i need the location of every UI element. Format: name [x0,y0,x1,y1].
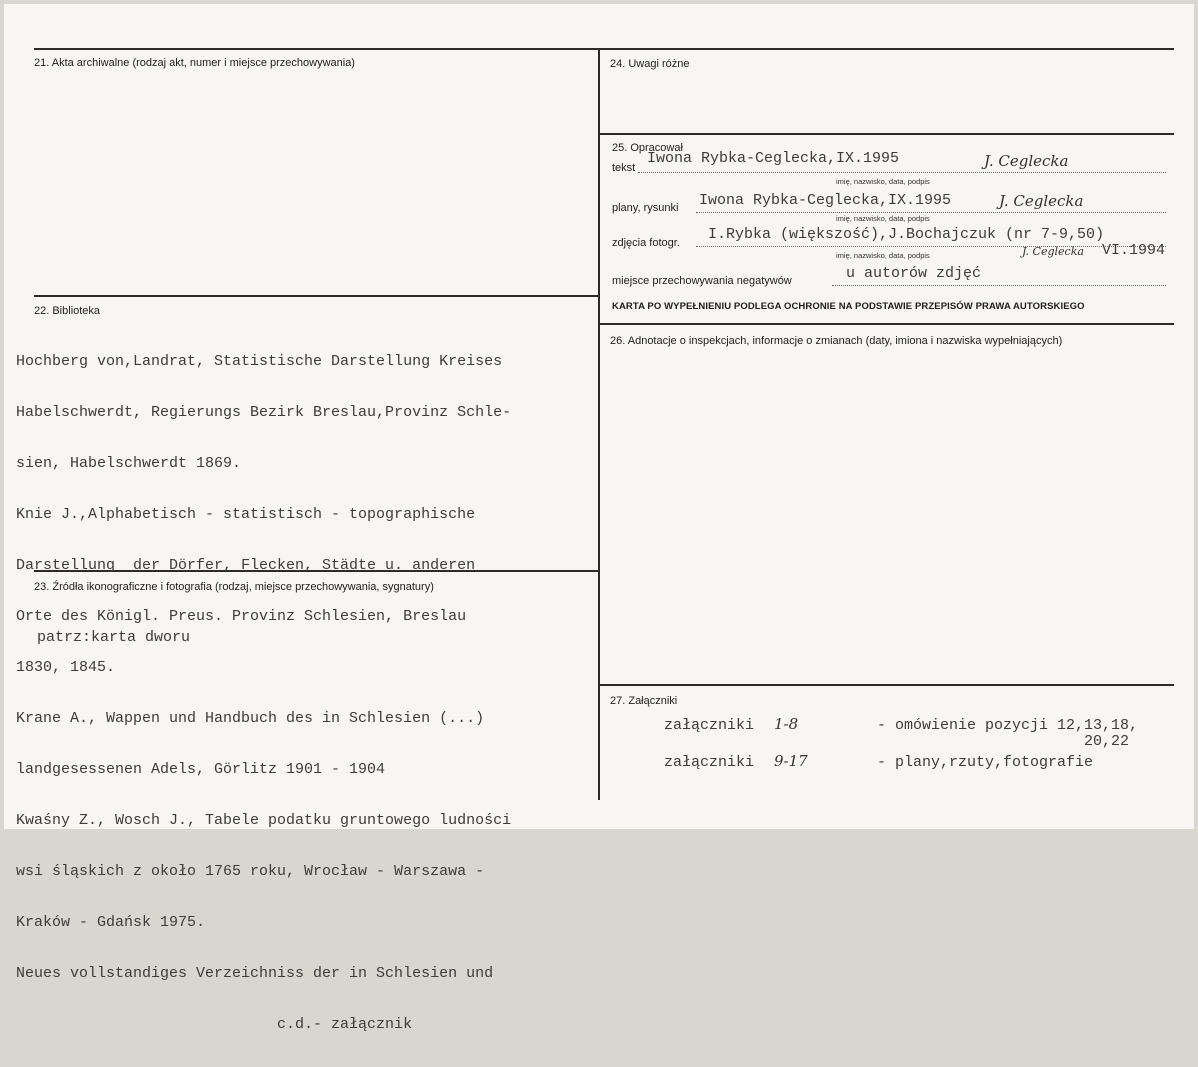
plany-label: plany, rysunki [612,202,679,214]
tekst-signature: J. Ceglecka [984,152,1069,170]
zdjecia-dotted-line [696,246,1166,247]
bibliography-line: Hochberg von,Landrat, Statistische Darstellung Kreises [16,353,503,370]
miejsce-value: u autorów zdjęć [846,265,982,282]
bibliography-line: wsi śląskich z około 1765 roku, Wrocław - Warszawa - [16,863,485,880]
section-22-label: 22. Biblioteka [34,305,101,317]
attachment-row-2-desc: - plany,rzuty,fotografie [877,754,1094,771]
bibliography-line: 1830, 1845. [16,659,116,676]
attachment-row-2-left: załączniki [664,754,755,771]
attachment-row-1-left: załączniki [664,717,755,734]
attachment-row-1-range: 1-8 [774,715,799,733]
tekst-value: Iwona Rybka-Ceglecka,IX.1995 [647,150,900,167]
bibliography-line: landgesessenen Adels, Görlitz 1901 - 1904 [16,761,386,778]
bibliography-line: sien, Habelschwerdt 1869. [16,455,242,472]
tekst-caption: imię, nazwisko, data, podpis [836,177,930,186]
bibliography-line: Knie J.,Alphabetisch - statistisch - topographische [16,506,476,523]
attachment-row-1-desc: - omówienie pozycji 12,13,18, [877,717,1139,734]
center-divider [598,48,600,800]
bibliography-line: c.d.- załącznik [16,1016,413,1033]
bibliography-line: Kwaśny Z., Wosch J., Tabele podatku gruntowego ludności [16,812,512,829]
divider-24-25 [600,133,1174,135]
plany-value: Iwona Rybka-Ceglecka,IX.1995 [699,192,952,209]
top-border [34,48,1174,50]
plany-caption: imię, nazwisko, data, podpis [836,214,930,223]
miejsce-dotted-line [832,285,1166,286]
bibliography-line: Orte des Königl. Preus. Provinz Schlesien, Breslau [16,608,467,625]
bibliography-line: Darstellung der Dörfer, Flecken, Städte u. anderen [16,557,476,574]
divider-21-22 [34,295,598,297]
miejsce-label: miejsce przechowywania negatywów [612,275,792,287]
plany-dotted-line [696,212,1166,213]
plany-signature: J. Ceglecka [999,192,1084,210]
attachment-row-1-desc-cont: 20,22 [1084,733,1130,750]
bibliography-line: Habelschwerdt, Regierungs Bezirk Breslau,Provinz Schle- [16,404,512,421]
bibliography-line: Neues vollstandiges Verzeichniss der in Schlesien und [16,965,494,982]
divider-26-27 [600,684,1174,686]
section-27-label: 27. Załączniki [610,695,678,707]
tekst-dotted-line [638,172,1166,173]
divider-25-26 [600,323,1174,325]
iconography-value: patrz:karta dworu [37,629,191,646]
bibliography-text [16,319,511,1067]
zdjecia-date: VI.1994 [1102,242,1166,259]
section-23-label: 23. Źródła ikonograficzne i fotografia (rodzaj, miejsce przechowywania, sygnatury) [34,581,434,593]
section-21-label: 21. Akta archiwalne (rodzaj akt, numer i miejsce przechowywania) [34,57,355,69]
attachment-row-2-range: 9-17 [774,752,808,770]
section-25-label: 25. Opracował [612,142,683,154]
zdjecia-value: I.Rybka (większość),J.Bochajczuk (nr 7-9,50) [708,226,1105,243]
bibliography-line: Krane A., Wappen und Handbuch des in Schlesien (...) [16,710,485,727]
copyright-note: KARTA PO WYPEŁNIENIU PODLEGA OCHRONIE NA PODSTAWIE PRZEPISÓW PRAWA AUTORSKIEGO [612,301,1085,312]
zdjecia-label: zdjęcia fotogr. [612,237,680,249]
bibliography-line: Kraków - Gdańsk 1975. [16,914,206,931]
zdjecia-caption: imię, nazwisko, data, podpis [836,251,930,260]
zdjecia-signature: J. Ceglecka [1022,245,1084,258]
record-card [4,4,1194,1033]
section-24-label: 24. Uwagi różne [610,58,690,70]
tekst-label: tekst [612,162,636,174]
section-26-label: 26. Adnotacje o inspekcjach, informacje o zmianach (daty, imiona i nazwiska wypełniających) [610,335,1063,347]
